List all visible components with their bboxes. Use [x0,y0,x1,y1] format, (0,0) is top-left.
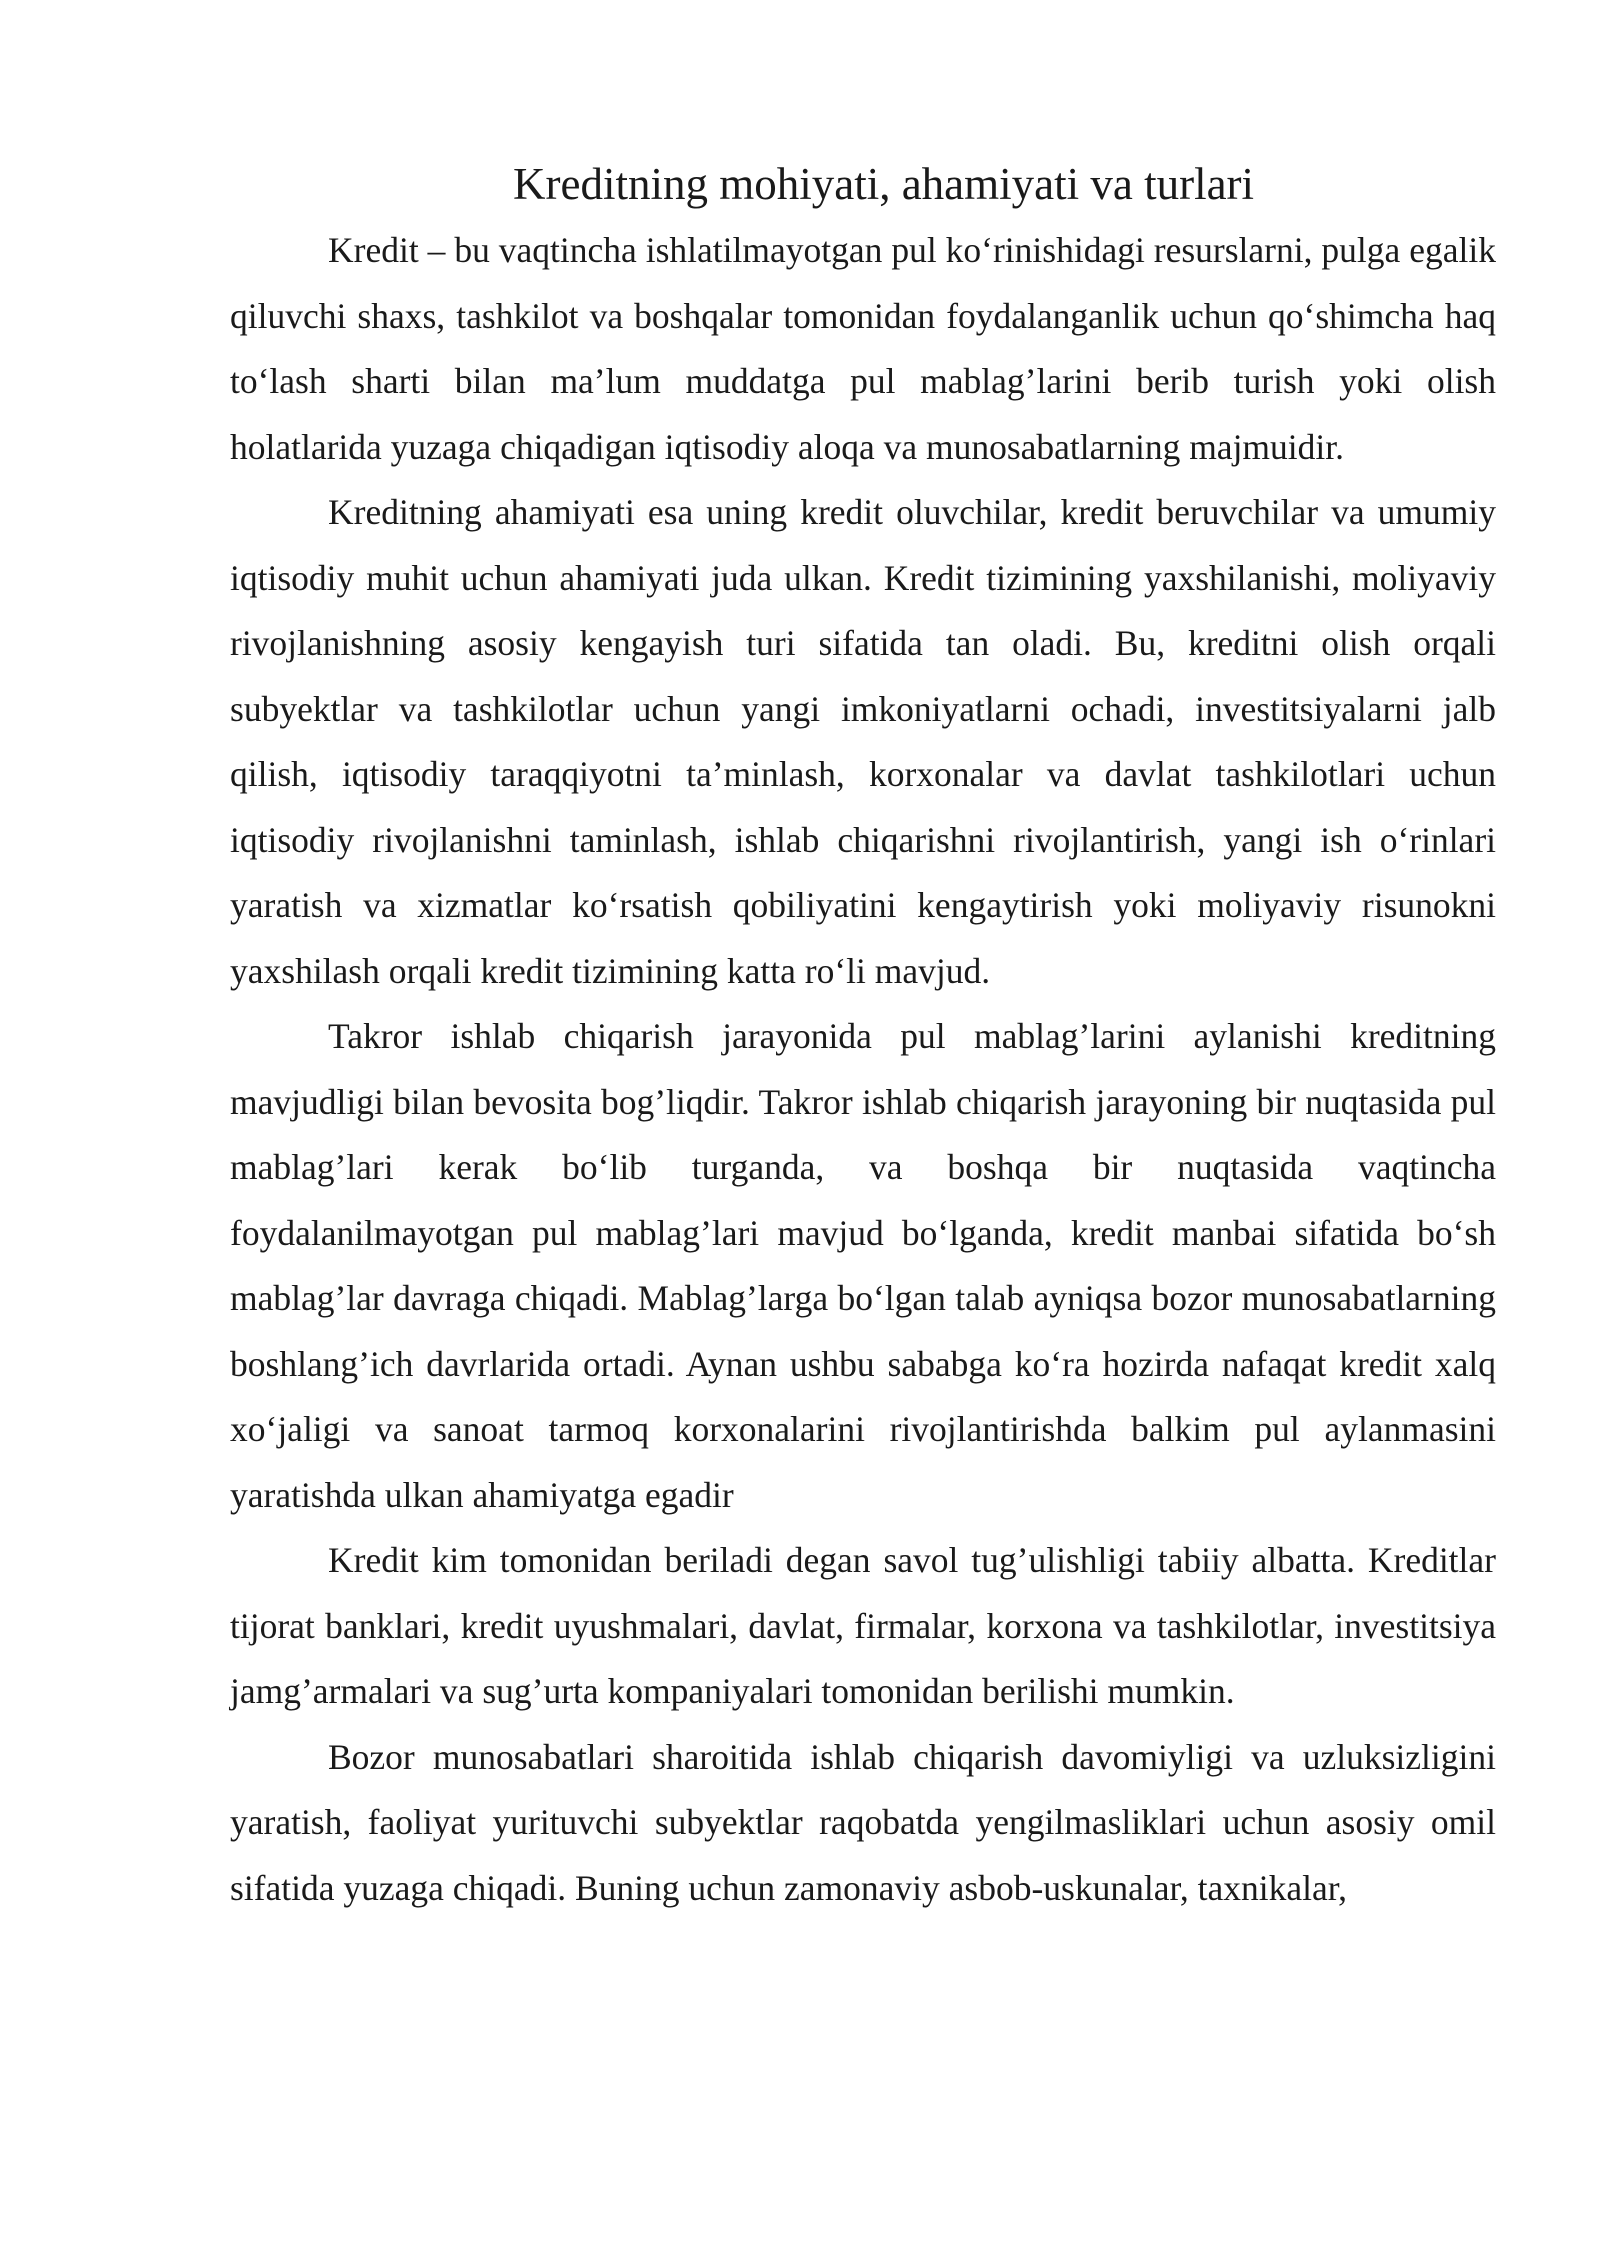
document-page [230,150,1496,1921]
paragraph-credit-importance: Kreditning ahamiyati esa uning kredit oluvchilar, kredit beruvchilar va umumiy iqtisodiy muhit uchun ahamiyati juda ulkan. Kredit tizimining yaxshilanishi, moliyaviy rivojlanishning asosiy kengayish turi sifatida tan oladi. Bu, kreditni olish orqali subyektlar va tashkilotlar uchun yangi imkoniyatlarni ochadi, investitsiyalarni jalb qilish, iqtisodiy taraqqiyotni ta’minlash, korxonalar va davlat tashkilotlari uchun iqtisodiy rivojlanishni taminlash, ishlab chiqarishni rivojlantirish, yangi ish o‘rinlari yaratish va xizmatlar ko‘rsatish qobiliyatini kengaytirish yoki moliyaviy risunokni yaxshilash orqali kredit tizimining katta ro‘li mavjud. [230,492,1496,991]
paragraph-credit-providers: Kredit kim tomonidan beriladi degan savol tug’ulishligi tabiiy albatta. Kreditlar tijorat banklari, kredit uyushmalari, davlat, firmalar, korxona va tashkilotlar, investitsiya jamg’armalari va sug’urta kompaniyalari tomonidan berilishi mumkin. [230,1540,1496,1711]
paragraph-market-relations: Bozor munosabatlari sharoitida ishlab chiqarish davomiyligi va uzluksizligini yaratish, faoliyat yurituvchi subyektlar raqobatda yengilmasliklari uchun asosiy omil sifatida yuzaga chiqadi. Buning uchun zamonaviy asbob-uskunalar, taxnikalar, [230,1736,1496,1908]
paragraph-reproduction-process: Takror ishlab chiqarish jarayonida pul mablag’larini aylanishi kreditning mavjudligi bilan bevosita bog’liqdir. Takror ishlab chiqarish jarayoning bir nuqtasida pul mablag’lari kerak bo‘lib turganda, va boshqa bir nuqtasida vaqtincha foydalanilmayotgan pul mablag’lari mavjud bo‘lganda, kredit manbai sifatida bo‘sh mablag’lar davraga chiqadi. Mablag’larga bo‘lgan talab ayniqsa bozor munosabatlarning boshlang’ich davrlarida ortadi. Aynan ushbu sababga ko‘ra hozirda nafaqat kredit xalq xo‘jaligi va sanoat tarmoq korxonalarini rivojlantirishda balkim pul aylanmasini yaratishda ulkan ahamiyatga egadir [230,1016,1496,1515]
document-title: Kreditning mohiyati, ahamiyati va turlari [513,159,1255,209]
paragraph-credit-definition: Kredit – bu vaqtincha ishlatilmayotgan pul ko‘rinishidagi resurslarni, pulga egalik qiluvchi shaxs, tashkilot va boshqalar tomonidan foydalanganlik uchun qo‘shimcha haq to‘lash sharti bilan ma’lum muddatga pul mablag’larini berib turish yoki olish holatlarida yuzaga chiqadigan iqtisodiy aloqa va munosabatlarning majmuidir. [230,230,1496,467]
